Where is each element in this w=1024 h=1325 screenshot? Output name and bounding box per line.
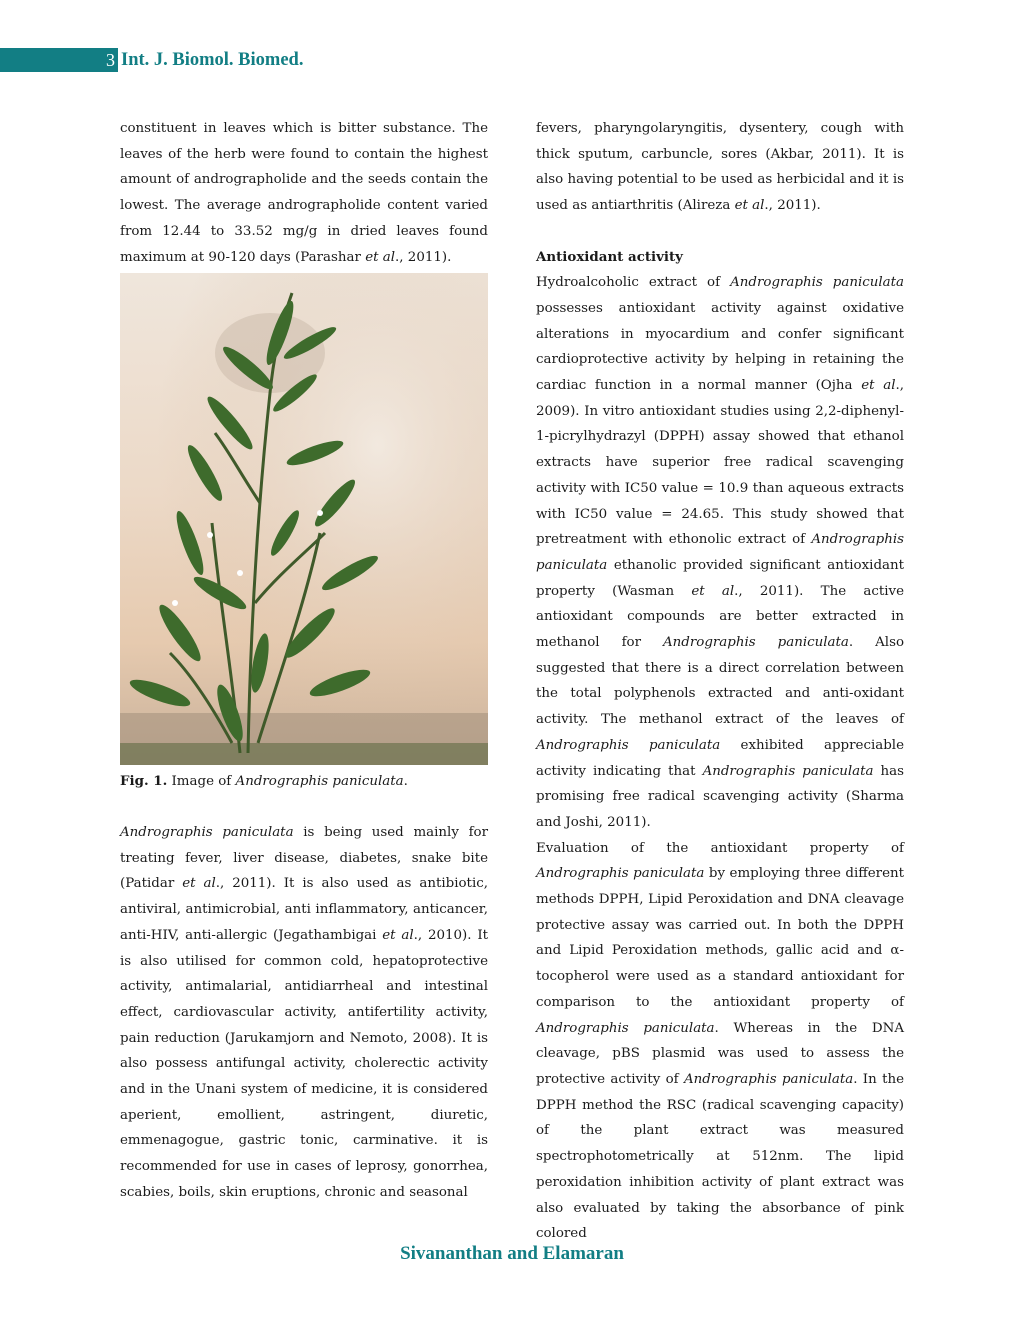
text-run: Andrographis paniculata [730, 275, 904, 291]
text-run: Image of [167, 774, 236, 789]
uses-paragraph [120, 820, 488, 1206]
text-run: ethanolic provided significant antioxidant property (Wasman [536, 557, 904, 599]
text-run: Andrographis paniculata [536, 532, 904, 573]
text-run: et al [734, 198, 765, 214]
text-run: Andrographis paniculata [536, 1020, 715, 1036]
text-run: et al [861, 378, 896, 394]
page-number: 3 [106, 50, 115, 70]
text-run: ., 2009). In vitro antioxidant studies using 2,2-diphenyl-1-picrylhydrazyl (DPPH) assay showed that ethanol extracts have superior free radical scavenging activity with IC50 value = 10.9 than aqueous extracts with IC50 value = 24.65. This study showed that pretreatment with ethonolic extract of [536, 378, 904, 548]
text-run: ., 2011). It is also used as antibiotic, antiviral, antimicrobial, anti inflammatory, anticancer, anti-HIV, anti-allergic (Jegathambigai [120, 876, 488, 943]
journal-title: Int. J. Biomol. Biomed. [121, 50, 304, 70]
text-run: Fig. 1. [120, 773, 168, 789]
text-run: et al [382, 927, 414, 943]
text-run: et al [691, 583, 735, 599]
text-run: ., 2010). It is also utilised for common cold, hepatoprotective activity, antimalarial, antidiarrheal and intestinal effect, cardiovascular activity, antifertility activity, pain reduction (Jarukamjorn and Nemoto, 2008). It is also possess antifungal activity, cholerectic activity and in the Unani system of medicine, it is considered aperient, emollient, astringent, diuretic, emmenagogue, gastric tonic, carminative. it is recommended for use in cases of leprosy, gonorrhea, scabies, boils, skin eruptions, chronic and seasonal [120, 927, 488, 1200]
text-run: possesses antioxidant activity against oxidative alterations in myocardium and confer significant cardioprotective activity by helping in retaining the cardiac function in a normal manner (Ojha [536, 300, 904, 394]
left-column-intro [120, 116, 488, 270]
footer-authors: Sivananthan and Elamaran [400, 1243, 624, 1264]
text-run: Andrographis paniculata [536, 866, 705, 882]
section-heading: Antioxidant activity [536, 248, 683, 265]
text-run: Evaluation of the antioxidant property of [536, 840, 904, 856]
right-column [536, 116, 904, 1247]
andrographis-plant-image [120, 273, 488, 765]
plant-photo [120, 273, 488, 765]
text-run: exhibited appreciable activity indicating that [536, 737, 904, 779]
left-column-body [120, 820, 488, 1206]
text-run: is being used mainly for treating fever, liver disease, diabetes, snake bite (Patidar [120, 825, 488, 892]
text-run: et al [182, 876, 216, 892]
text-run: et al [365, 249, 396, 265]
text-run: has promising free radical scavenging activity (Sharma and Joshi, 2011). [536, 763, 904, 830]
text-run: . In the DPPH method the RSC (radical scavenging capacity) of the plant extract was measured spectrophotometrically at 512nm. The lipid peroxidation inhibition activity of plant extract was also evaluated by taking the absorbance of pink colored [536, 1072, 904, 1242]
antioxidant-paragraph-2 [536, 836, 904, 1247]
intro-paragraph [120, 116, 488, 270]
text-run: . [403, 774, 408, 789]
text-run: by employing three different methods DPPH, Lipid Peroxidation and DNA cleavage protective assay was carried out. In both the DPPH and Lipid Peroxidation methods, gallic acid and α- tocopherol were used as a standard antioxidant for comparison to the antioxidant property of [536, 866, 905, 1010]
text-run: fevers, pharyngolaryngitis, dysentery, cough with thick sputum, carbuncle, sores (Akbar, 2011). It is also having potential to be used as herbicidal and it is used as antiarthritis (Alireza [536, 121, 904, 214]
text-run: . Also suggested that there is a direct correlation between the total polyphenols extracted and anti-oxidant activity. The methanol extract of the leaves of [536, 635, 905, 728]
text-run: ., 2011). [395, 249, 452, 265]
text-run: . Whereas in the DNA cleavage, pBS plasmid was used to assess the protective activity of [536, 1020, 904, 1087]
text-run: ., 2011). [764, 198, 821, 214]
antioxidant-paragraph-1 [536, 270, 904, 835]
text-run: Andrographis paniculata [120, 825, 294, 840]
text-run: constituent in leaves which is bitter substance. The leaves of the herb were found to contain the highest amount of andrographolide and the seeds contain the lowest. The average andrographolide content varied from 12.44 to 33.52 mg/g in dried leaves found maximum at 90-120 days (Parashar [120, 121, 488, 265]
text-run: Andrographis paniculata [702, 763, 874, 779]
text-run: Hydroalcoholic extract of [536, 275, 731, 291]
text-run: ., 2011). The active antioxidant compounds are better extracted in methanol for [536, 583, 904, 651]
continuation-paragraph [536, 116, 904, 219]
text-run: Andrographis paniculata [235, 774, 404, 789]
figure-caption [120, 770, 488, 793]
text-run: Andrographis paniculata [663, 635, 849, 651]
text-run: Andrographis paniculata [536, 737, 721, 753]
text-run: Andrographis paniculata [684, 1072, 854, 1087]
